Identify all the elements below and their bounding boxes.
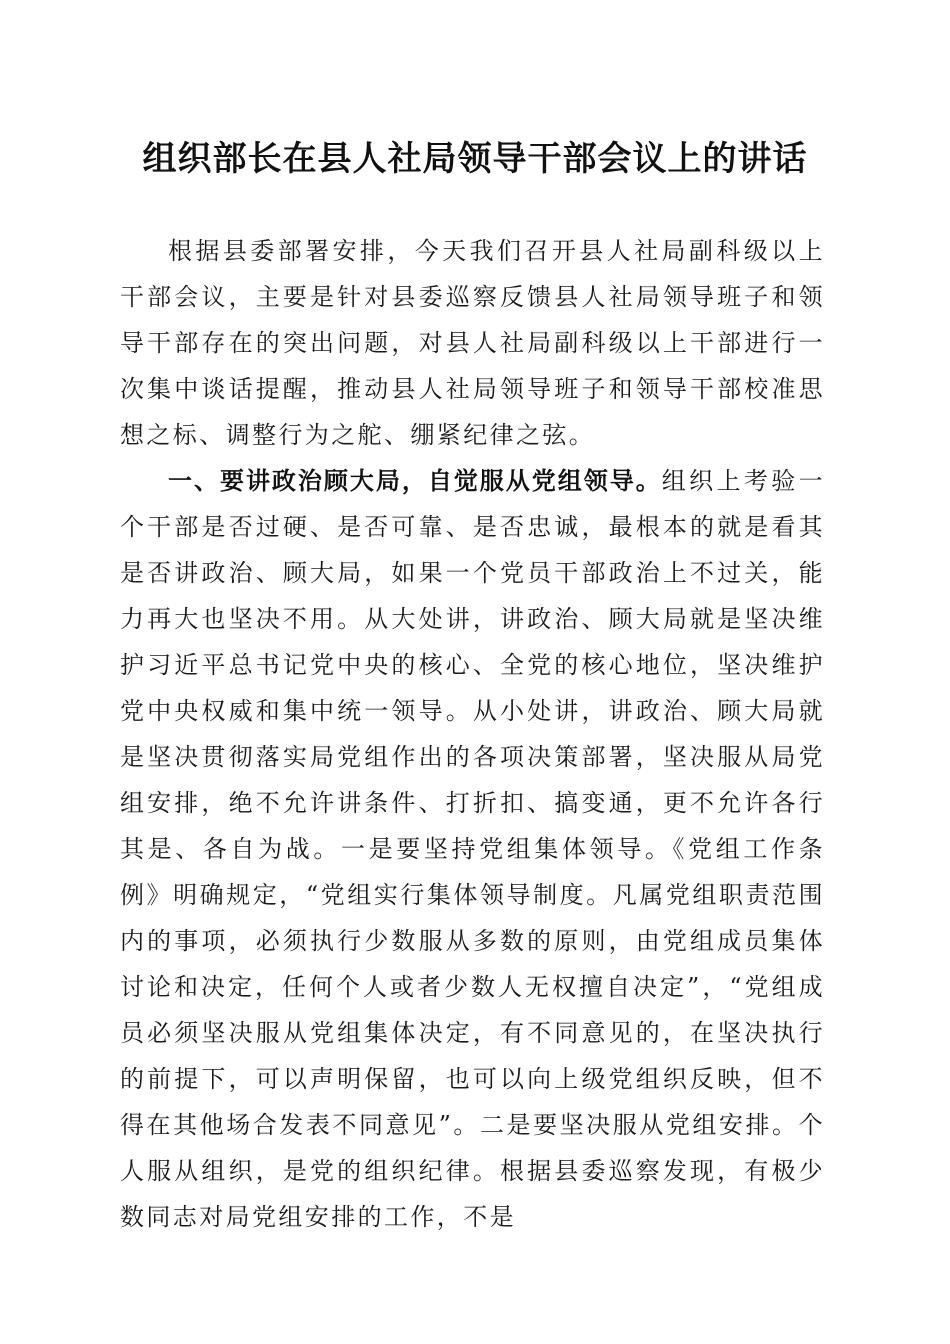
document-body: [120, 228, 825, 1240]
section-one-paragraph: [120, 458, 825, 1240]
document-title: 组织部长在县人社局领导干部会议上的讲话: [142, 139, 808, 179]
intro-paragraph: 根据县委部署安排，今天我们召开县人社局副科级以上干部会议，主要是针对县委巡察反馈县人社局领导班子和领导干部存在的突出问题，对县人社局副科级以上干部进行一次集中谈话提醒，推动县人社局领导班子和领导干部校准思想之标、调整行为之舵、绷紧纪律之弦。: [120, 237, 825, 449]
section-one-heading: 一、要讲政治顾大局，自觉服从党组领导。: [168, 467, 662, 495]
section-one-body: 组织上考验一个干部是否过硬、是否可靠、是否忠诚，最根本的就是看其是否讲政治、顾大局，如果一个党员干部政治上不过关，能力再大也坚决不用。从大处讲，讲政治、顾大局就是坚决维护习近平总书记党中央的核心、全党的核心地位，坚决维护党中央权威和集中统一领导。从小处讲，讲政治、顾大局就是坚决贯彻落实局党组作出的各项决策部署，坚决服从局党组安排，绝不允许讲条件、打折扣、搞变通，更不允许各行其是、各自为战。一是要坚持党组集体领导。《党组工作条例》明确规定，“党组实行集体领导制度。凡属党组职责范围内的事项，必须执行少数服从多数的原则，由党组成员集体讨论和决定，任何个人或者少数人无权擅自决定”，“党组成员必须坚决服从党组集体决定，有不同意见的，在坚决执行的前提下，可以声明保留，也可以向上级党组织反映，但不得在其他场合发表不同意见”。二是要坚决服从党组安排。个人服从组织，是党的组织纪律。根据县委巡察发现，有极少数同志对局党组安排的工作，不是: [120, 467, 826, 1231]
